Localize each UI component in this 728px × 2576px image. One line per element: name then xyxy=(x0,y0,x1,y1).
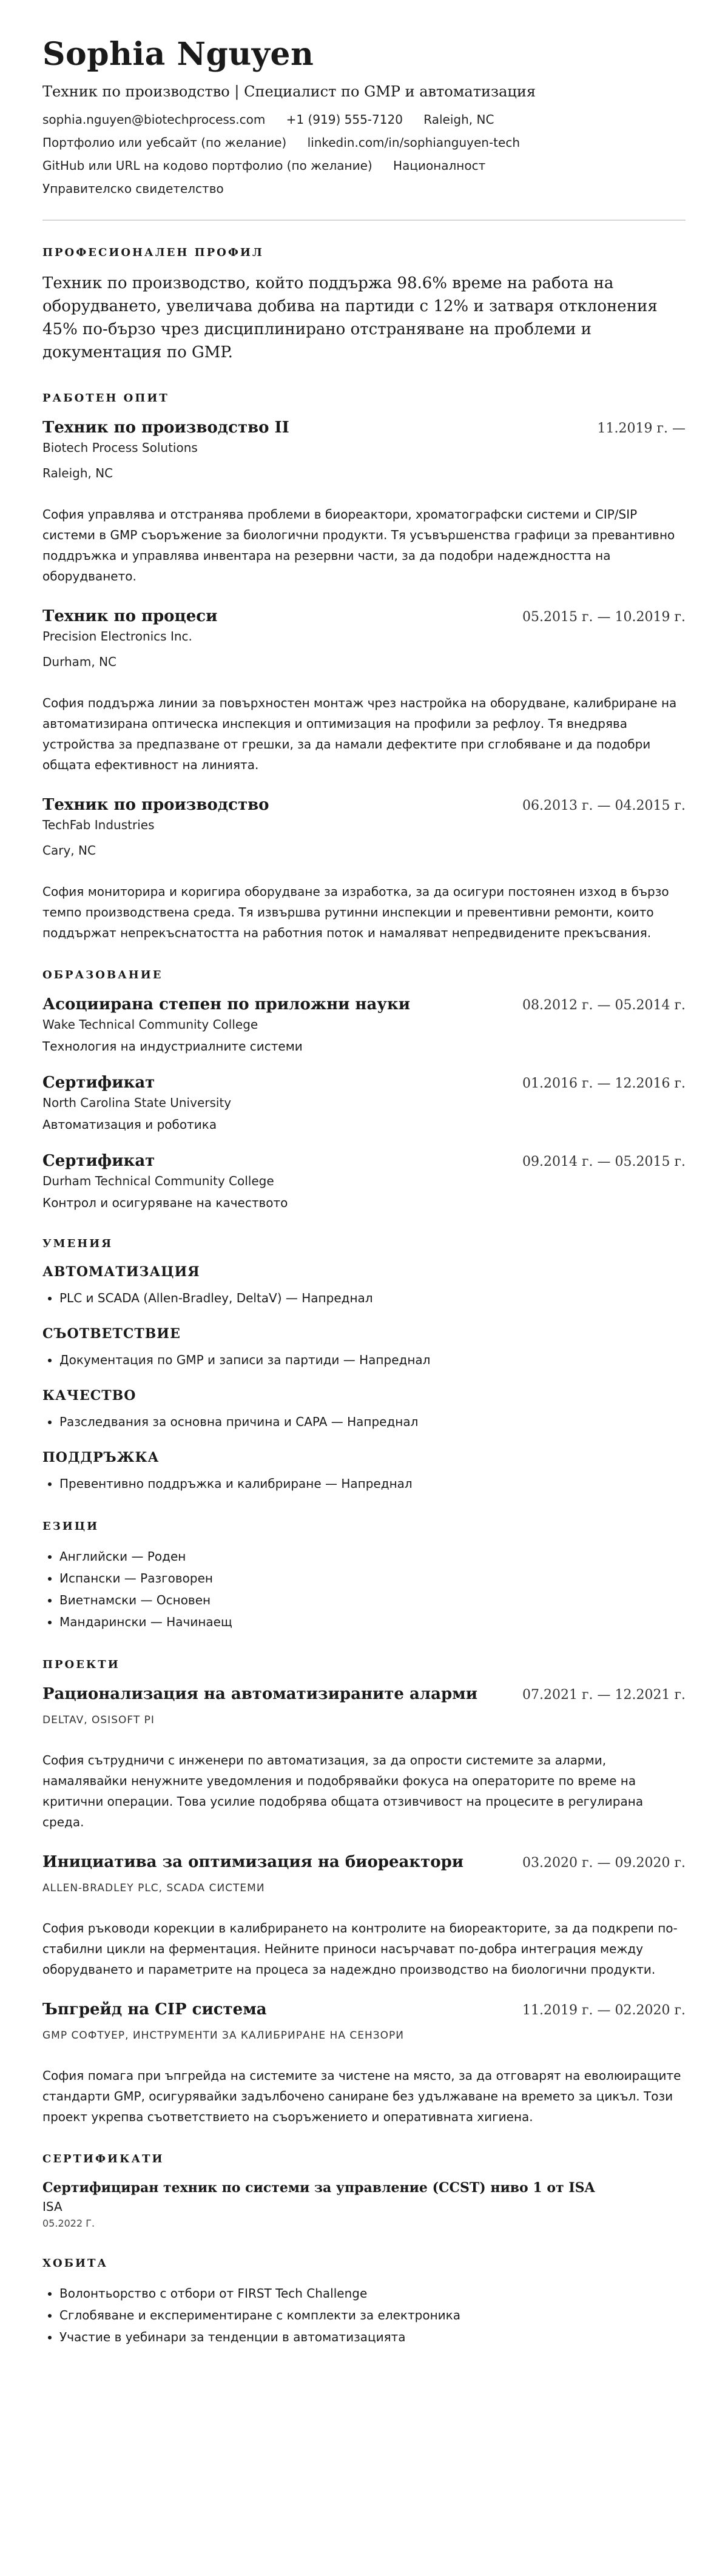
projects-title: ПРОЕКТИ xyxy=(42,1658,120,1671)
experience-entry xyxy=(42,795,686,943)
company-name: Precision Electronics Inc. xyxy=(42,629,192,644)
job-description: София управлява и отстранява проблеми в биореактори, хроматографски системи и CIP/SIP системи в GMP съоръжение за биологични продукти. Тя усъвършенства графици за превантивно поддръжка и управлява инвентара на резервни части, за да подобри надеждността на оборудването. xyxy=(42,507,675,583)
skills-section xyxy=(42,1236,686,1495)
job-description: София поддържа линии за повърхностен монтаж чрез настройка на оборудване, калибриране на автоматизирана оптическа инспекция и оптимизация на профили за рефлоу. Тя внедрява устройства за предпазване от грешки, за да намали дефектите при сглобяване и да подобри общата ефективност на линията. xyxy=(42,696,677,772)
certifications-section xyxy=(42,2151,686,2231)
education-entry xyxy=(42,1151,686,1212)
projects-section xyxy=(42,1657,686,2127)
field-of-study: Технология на индустриалните системи xyxy=(42,1039,303,1054)
project-name: Рационализация на автоматизираните аларми xyxy=(42,1685,478,1703)
school-name: North Carolina State University xyxy=(42,1095,232,1110)
project-name: Ъпгрейд на CIP система xyxy=(42,2000,267,2019)
language-item: • Виетнамски — Основен xyxy=(59,1589,686,1611)
certifications-title: СЕРТИФИКАТИ xyxy=(42,2153,164,2165)
summary-text: Техник по производство, който поддържа 98.6% време на работа на оборудването, увеличава добива на партиди с 12% и затваря отклонения 45% по-бързо чрез дисциплинирано отстраняване на проблеми и документация по GMP. xyxy=(42,274,658,362)
skill-item: • Превентивно поддръжка и калибриране — Напреднал xyxy=(59,1473,686,1495)
header-divider xyxy=(42,220,686,221)
project-entry xyxy=(42,1684,686,1832)
education-entry xyxy=(42,994,686,1055)
language-item: • Английски — Роден xyxy=(59,1545,686,1567)
candidate-name: Sophia Nguyen xyxy=(42,36,314,73)
job-dates: 05.2015 г. — 10.2019 г. xyxy=(522,610,686,625)
headline: Техник по производство | Специалист по GMP и автоматизация xyxy=(42,83,536,100)
skill-item: • Документация по GMP и записи за партиди — Напреднал xyxy=(59,1349,686,1371)
experience-section xyxy=(42,391,686,943)
degree: Сертификат xyxy=(42,1152,155,1170)
project-tech: GMP СОФТУЕР, ИНСТРУМЕНТИ ЗА КАЛИБРИРАНЕ НА СЕНЗОРИ xyxy=(42,2030,405,2042)
project-tech: DELTAV, OSISOFT PI xyxy=(42,1714,155,1726)
job-title: Техник по производство xyxy=(42,796,269,814)
resume-header xyxy=(42,36,686,198)
job-dates: 11.2019 г. — xyxy=(597,421,686,436)
school-name: Wake Technical Community College xyxy=(42,1017,258,1032)
education-entry xyxy=(42,1072,686,1134)
field-of-study: Контрол и осигуряване на качеството xyxy=(42,1196,288,1210)
job-location: Durham, NC xyxy=(42,654,117,669)
job-title: Техник по процеси xyxy=(42,607,218,625)
project-entry xyxy=(42,1999,686,2127)
language-item: • Испански — Разговорен xyxy=(59,1567,686,1589)
experience-title: РАБОТЕН ОПИТ xyxy=(42,392,169,405)
contact-row-1 xyxy=(42,110,686,129)
project-tech: ALLEN-BRADLEY PLC, SCADA СИСТЕМИ xyxy=(42,1882,265,1894)
education-dates: 08.2012 г. — 05.2014 г. xyxy=(522,998,686,1013)
job-location: Raleigh, NC xyxy=(42,466,113,480)
job-location: Cary, NC xyxy=(42,843,96,858)
school-name: Durham Technical Community College xyxy=(42,1174,274,1188)
education-dates: 09.2014 г. — 05.2015 г. xyxy=(522,1154,686,1169)
hobby-item: • Сглобяване и експериментиране с комплекти за електроника xyxy=(59,2304,686,2326)
experience-entry xyxy=(42,606,686,775)
skill-category: АВТОМАТИЗАЦИЯ xyxy=(42,1264,200,1280)
project-name: Инициатива за оптимизация на биореактори xyxy=(42,1853,464,1871)
hobby-item: • Волонтьорство с отбори от FIRST Tech Challenge xyxy=(59,2282,686,2304)
company-name: Biotech Process Solutions xyxy=(42,440,198,455)
project-description: София помага при ъпгрейда на системите за чистене на място, за да отговарят на еволюиращите стандарти GMP, осигурявайки задълбочено саниране без удължаване на времето за цикъл. Този проект укрепва съответствието на съоръжението и оперативната хигиена. xyxy=(42,2068,681,2124)
project-dates: 11.2019 г. — 02.2020 г. xyxy=(522,2003,686,2018)
hobbies-title: ХОБИТА xyxy=(42,2257,109,2270)
nationality: Националност xyxy=(393,158,486,173)
certificate-date: 05.2022 Г. xyxy=(42,2218,95,2229)
email-link[interactable]: sophia.nguyen@biotechprocess.com xyxy=(42,112,266,127)
phone: +1 (919) 555-7120 xyxy=(286,112,403,127)
summary-title: ПРОФЕСИОНАЛЕН ПРОФИЛ xyxy=(42,246,264,259)
skill-category: КАЧЕСТВО xyxy=(42,1388,136,1404)
company-name: TechFab Industries xyxy=(42,818,155,832)
job-dates: 06.2013 г. — 04.2015 г. xyxy=(522,798,686,813)
contact-row-3 xyxy=(42,156,686,175)
education-title: ОБРАЗОВАНИЕ xyxy=(42,969,163,981)
hobbies-section xyxy=(42,2256,686,2348)
hobby-item: • Участие в уебинари за тенденции в автоматизацията xyxy=(59,2326,686,2348)
degree: Сертификат xyxy=(42,1074,155,1092)
job-description: София мониторира и коригира оборудване за изработка, за да осигури постоянен изход в бързо темпо производствена среда. Тя извършва рутинни инспекции и превентивни ремонти, които поддържат непрекъснатостта на работния поток и намаляват непредвидените прекъсвания. xyxy=(42,884,669,940)
project-entry xyxy=(42,1852,686,1980)
degree: Асоциирана степен по приложни науки xyxy=(42,995,411,1014)
certificate-name: Сертифициран техник по системи за управление (CCST) ниво 1 от ISA xyxy=(42,2180,595,2196)
skill-category: СЪОТВЕТСТВИЕ xyxy=(42,1326,181,1342)
languages-section xyxy=(42,1519,686,1633)
summary-section xyxy=(42,245,686,364)
location: Raleigh, NC xyxy=(423,112,494,127)
education-dates: 01.2016 г. — 12.2016 г. xyxy=(522,1076,686,1091)
permit: Управителско свидетелство xyxy=(42,181,224,196)
language-item: • Мандарински — Начинаещ xyxy=(59,1611,686,1633)
skill-item: • PLC и SCADA (Allen-Bradley, DeltaV) — Напреднал xyxy=(59,1287,686,1309)
skills-title: УМЕНИЯ xyxy=(42,1237,113,1250)
experience-entry xyxy=(42,417,686,587)
github-link[interactable]: GitHub или URL на кодово портфолио (по желание) xyxy=(42,158,372,173)
project-description: София сътрудничи с инженери по автоматизация, за да опрости системите за аларми, намалявайки ненужните уведомления и подобрявайки фокуса на операторите по време на критични операции. Това усилие подобрява общата отзивчивост на процесите в регулирана среда. xyxy=(42,1753,644,1829)
skill-item: • Разследвания за основна причина и CAPA — Напреднал xyxy=(59,1411,686,1433)
languages-title: ЕЗИЦИ xyxy=(42,1520,99,1533)
education-section xyxy=(42,967,686,1212)
job-title: Техник по производство II xyxy=(42,419,289,437)
skill-category: ПОДДРЪЖКА xyxy=(42,1450,160,1465)
project-dates: 07.2021 г. — 12.2021 г. xyxy=(522,1687,686,1703)
contact-row-2 xyxy=(42,133,686,152)
portfolio-link[interactable]: Портфолио или уебсайт (по желание) xyxy=(42,135,287,150)
linkedin-link[interactable]: linkedin.com/in/sophianguyen-tech xyxy=(307,135,520,150)
project-dates: 03.2020 г. — 09.2020 г. xyxy=(522,1855,686,1871)
certificate-issuer: ISA xyxy=(42,2199,62,2214)
contact-row-4 xyxy=(42,180,686,198)
field-of-study: Автоматизация и роботика xyxy=(42,1117,217,1132)
project-description: София ръководи корекции в калибрирането на контролите на биореакторите, за да подкрепи по-стабилни цикли на ферментация. Нейните приноси насърчават по-добра интеграция между оборудването и параметрите на процеса за надеждно производство на биологични продукти. xyxy=(42,1921,678,1977)
